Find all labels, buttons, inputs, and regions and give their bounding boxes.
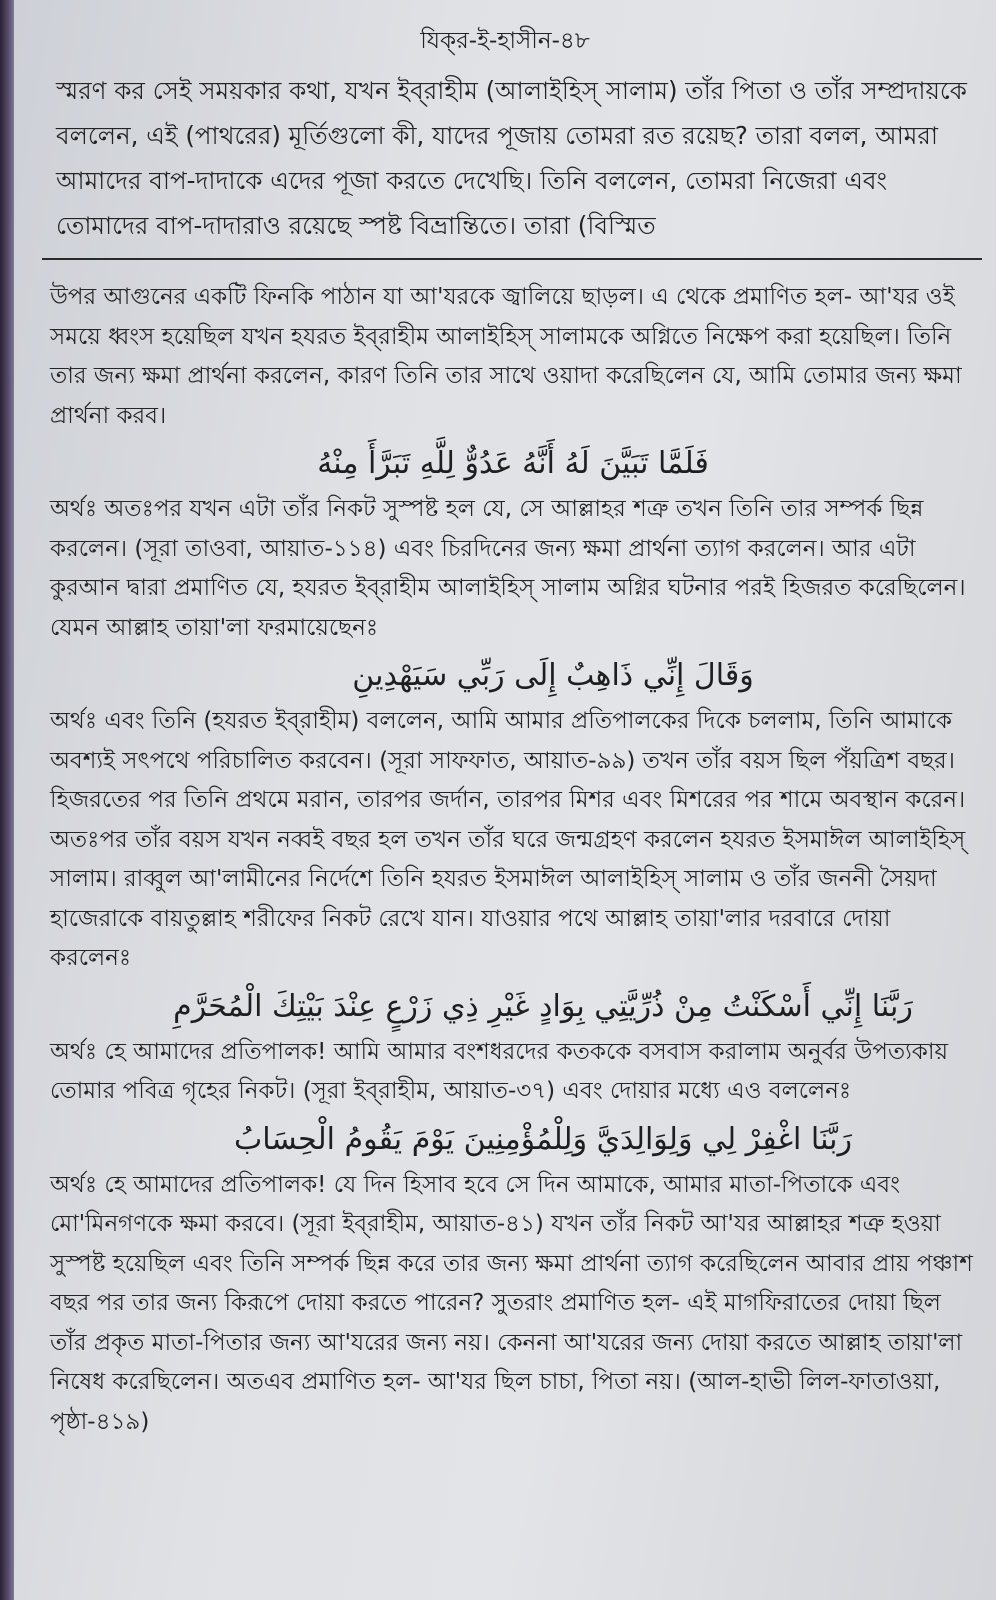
paragraph-6: অর্থঃ হে আমাদের প্রতিপালক! যে দিন হিসাব হবে সে দিন আমাকে, আমার মাতা-পিতাকে এবং মো'মিনগণকে ক্ষমা করবে। (সূরা ইব্‌রাহীম, আয়াত-৪১) যখন তাঁর নিকট আ'যর আল্লাহর শত্রু হওয়া সুস্পষ্ট হয়েছিল এবং তিনি সম্পর্ক ছিন্ন করে তার জন্য ক্ষমা প্রার্থনা ত্যাগ করেছিলেন আবার প্রায় পঞ্চাশ বছর পর তার জন্য কিরূপে দোয়া করতে পারেন? সুতরাং প্রমাণিত হল- এই মাগফিরাতের দোয়া ছিল তাঁর প্রকৃত মাতা-পিতার জন্য আ'যরের জন্য নয়। কেননা আ'যরের জন্য দোয়া করতে আল্লাহ তায়া'লা নিষেধ করেছিলেন। অতএব প্রমাণিত হল- আ'যর ছিল চাচা, পিতা নয়। (আল-হাভী লিল-ফাতাওয়া, পৃষ্ঠা-৪১৯) [50, 1171, 973, 1435]
divider-line [42, 258, 982, 260]
quran-translation-box: স্মরণ কর সেই সময়কার কথা, যখন ইব্‌রাহীম (আলাইহিস্‌ সালাম) তাঁর পিতা ও তাঁর সম্প্রদায়কে বললেন, এই (পাথরের) মূর্তিগুলো কী, যাদের পূজায় তোমরা রত রয়েছ? তারা বলল, আমরা আমাদের বাপ-দাদাকে এদের পূজা করতে দেখেছি। তিনি বললেন, তোমরা নিজেরা এবং তোমাদের বাপ-দাদারাও রয়েছে স্পষ্ট বিভ্রান্তিতে। তারা (বিস্মিত [56, 76, 967, 240]
paragraph-5: অর্থঃ হে আমাদের প্রতিপালক! আমি আমার বংশধরদের কতককে বসবাস করালাম অনুর্বর উপত্যকায় তোমার পবিত্র গৃহের নিকট। (সূরা ইব্‌রাহীম, আয়াত-৩৭) এবং দোয়ার মধ্যে এও বললেনঃ [50, 1038, 949, 1104]
paragraph-4: অতঃপর তাঁর বয়স যখন নব্বই বছর হল তখন তাঁর ঘরে জন্মগ্রহণ করলেন হযরত ইসমাঈল আলাইহিস্‌ সালাম। রাব্বুল আ'লামীনের নির্দেশে তিনি হযরত ইসমাঈল আলাইহিস্‌ সালাম ও তাঁর জননী সৈয়দা হাজেরাকে বায়তুল্লাহ শরীফের নিকট রেখে যান। যাওয়ার পথে আল্লাহ তায়া'লার দরবারে দোয়া করলেনঃ [50, 826, 966, 971]
arabic-verse-2: وَقَالَ إِنِّي ذَاهِبٌ إِلَى رَبِّي سَيَهْدِينِ [352, 658, 754, 693]
arabic-verse-1: فَلَمَّا تَبَيَّنَ لَهُ أَنَّهُ عَدُوٌّ لِلَّهِ تَبَرَّأَ مِنْهُ [317, 446, 709, 481]
paragraph-3: অর্থঃ এবং তিনি (হযরত ইব্‌রাহীম) বললেন, আমি আমার প্রতিপালকের দিকে চললাম, তিনি আমাকে অবশ্যই সৎপথে পরিচালিত করবেন। (সূরা সাফফাত, আয়াত-৯৯) তখন তাঁর বয়স ছিল পঁয়ত্রিশ বছর। হিজরতের পর তিনি প্রথমে মরান, তারপর জর্দান, তারপর মিশর এবং মিশরের পর শামে অবস্থান করেন। [50, 708, 966, 813]
book-page [14, 0, 996, 1600]
arabic-verse-4: رَبَّنَا اغْفِرْ لِي وَلِوَالِدَيَّ وَلِلْمُؤْمِنِينَ يَوْمَ يَقُومُ الْحِسَابُ [234, 1121, 852, 1157]
main-text [50, 278, 976, 1442]
page-header: যিক্‌র-ই-হাসীন-৪৮ [420, 28, 590, 54]
paragraph-1: উপর আগুনের একটি ফিনকি পাঠান যা আ'যরকে জ্বালিয়ে ছাড়ল। এ থেকে প্রমাণিত হল- আ'যর ওই সময়ে ধ্বংস হয়েছিল যখন হযরত ইব্‌রাহীম আলাইহিস্‌ সালামকে অগ্নিতে নিক্ষেপ করা হয়েছিল। তিনি তার জন্য ক্ষমা প্রার্থনা করলেন, কারণ তিনি তার সাথে ওয়াদা করেছিলেন যে, আমি তোমার জন্য ক্ষমা প্রার্থনা করব। [50, 284, 962, 429]
paragraph-2: অর্থঃ অতঃপর যখন এটা তাঁর নিকট সুস্পষ্ট হল যে, সে আল্লাহর শত্রু তখন তিনি তার সম্পর্ক ছিন্ন করলেন। (সূরা তাওবা, আয়াত-১১৪) এবং চিরদিনের জন্য ক্ষমা প্রার্থনা ত্যাগ করলেন। আর এটা কুরআন দ্বারা প্রমাণিত যে, হযরত ইব্‌রাহীম আলাইহিস্‌ সালাম অগ্নির ঘটনার পরই হিজরত করেছিলেন। যেমন আল্লাহ তায়া'লা ফরমায়েছেনঃ [50, 496, 966, 641]
arabic-verse-3: رَبَّنَا إِنِّي أَسْكَنْتُ مِنْ ذُرِّيَّتِي بِوَادٍ غَيْرِ ذِي زَرْعٍ عِنْدَ بَيْتِكَ الْمُحَرَّمِ [173, 988, 913, 1024]
